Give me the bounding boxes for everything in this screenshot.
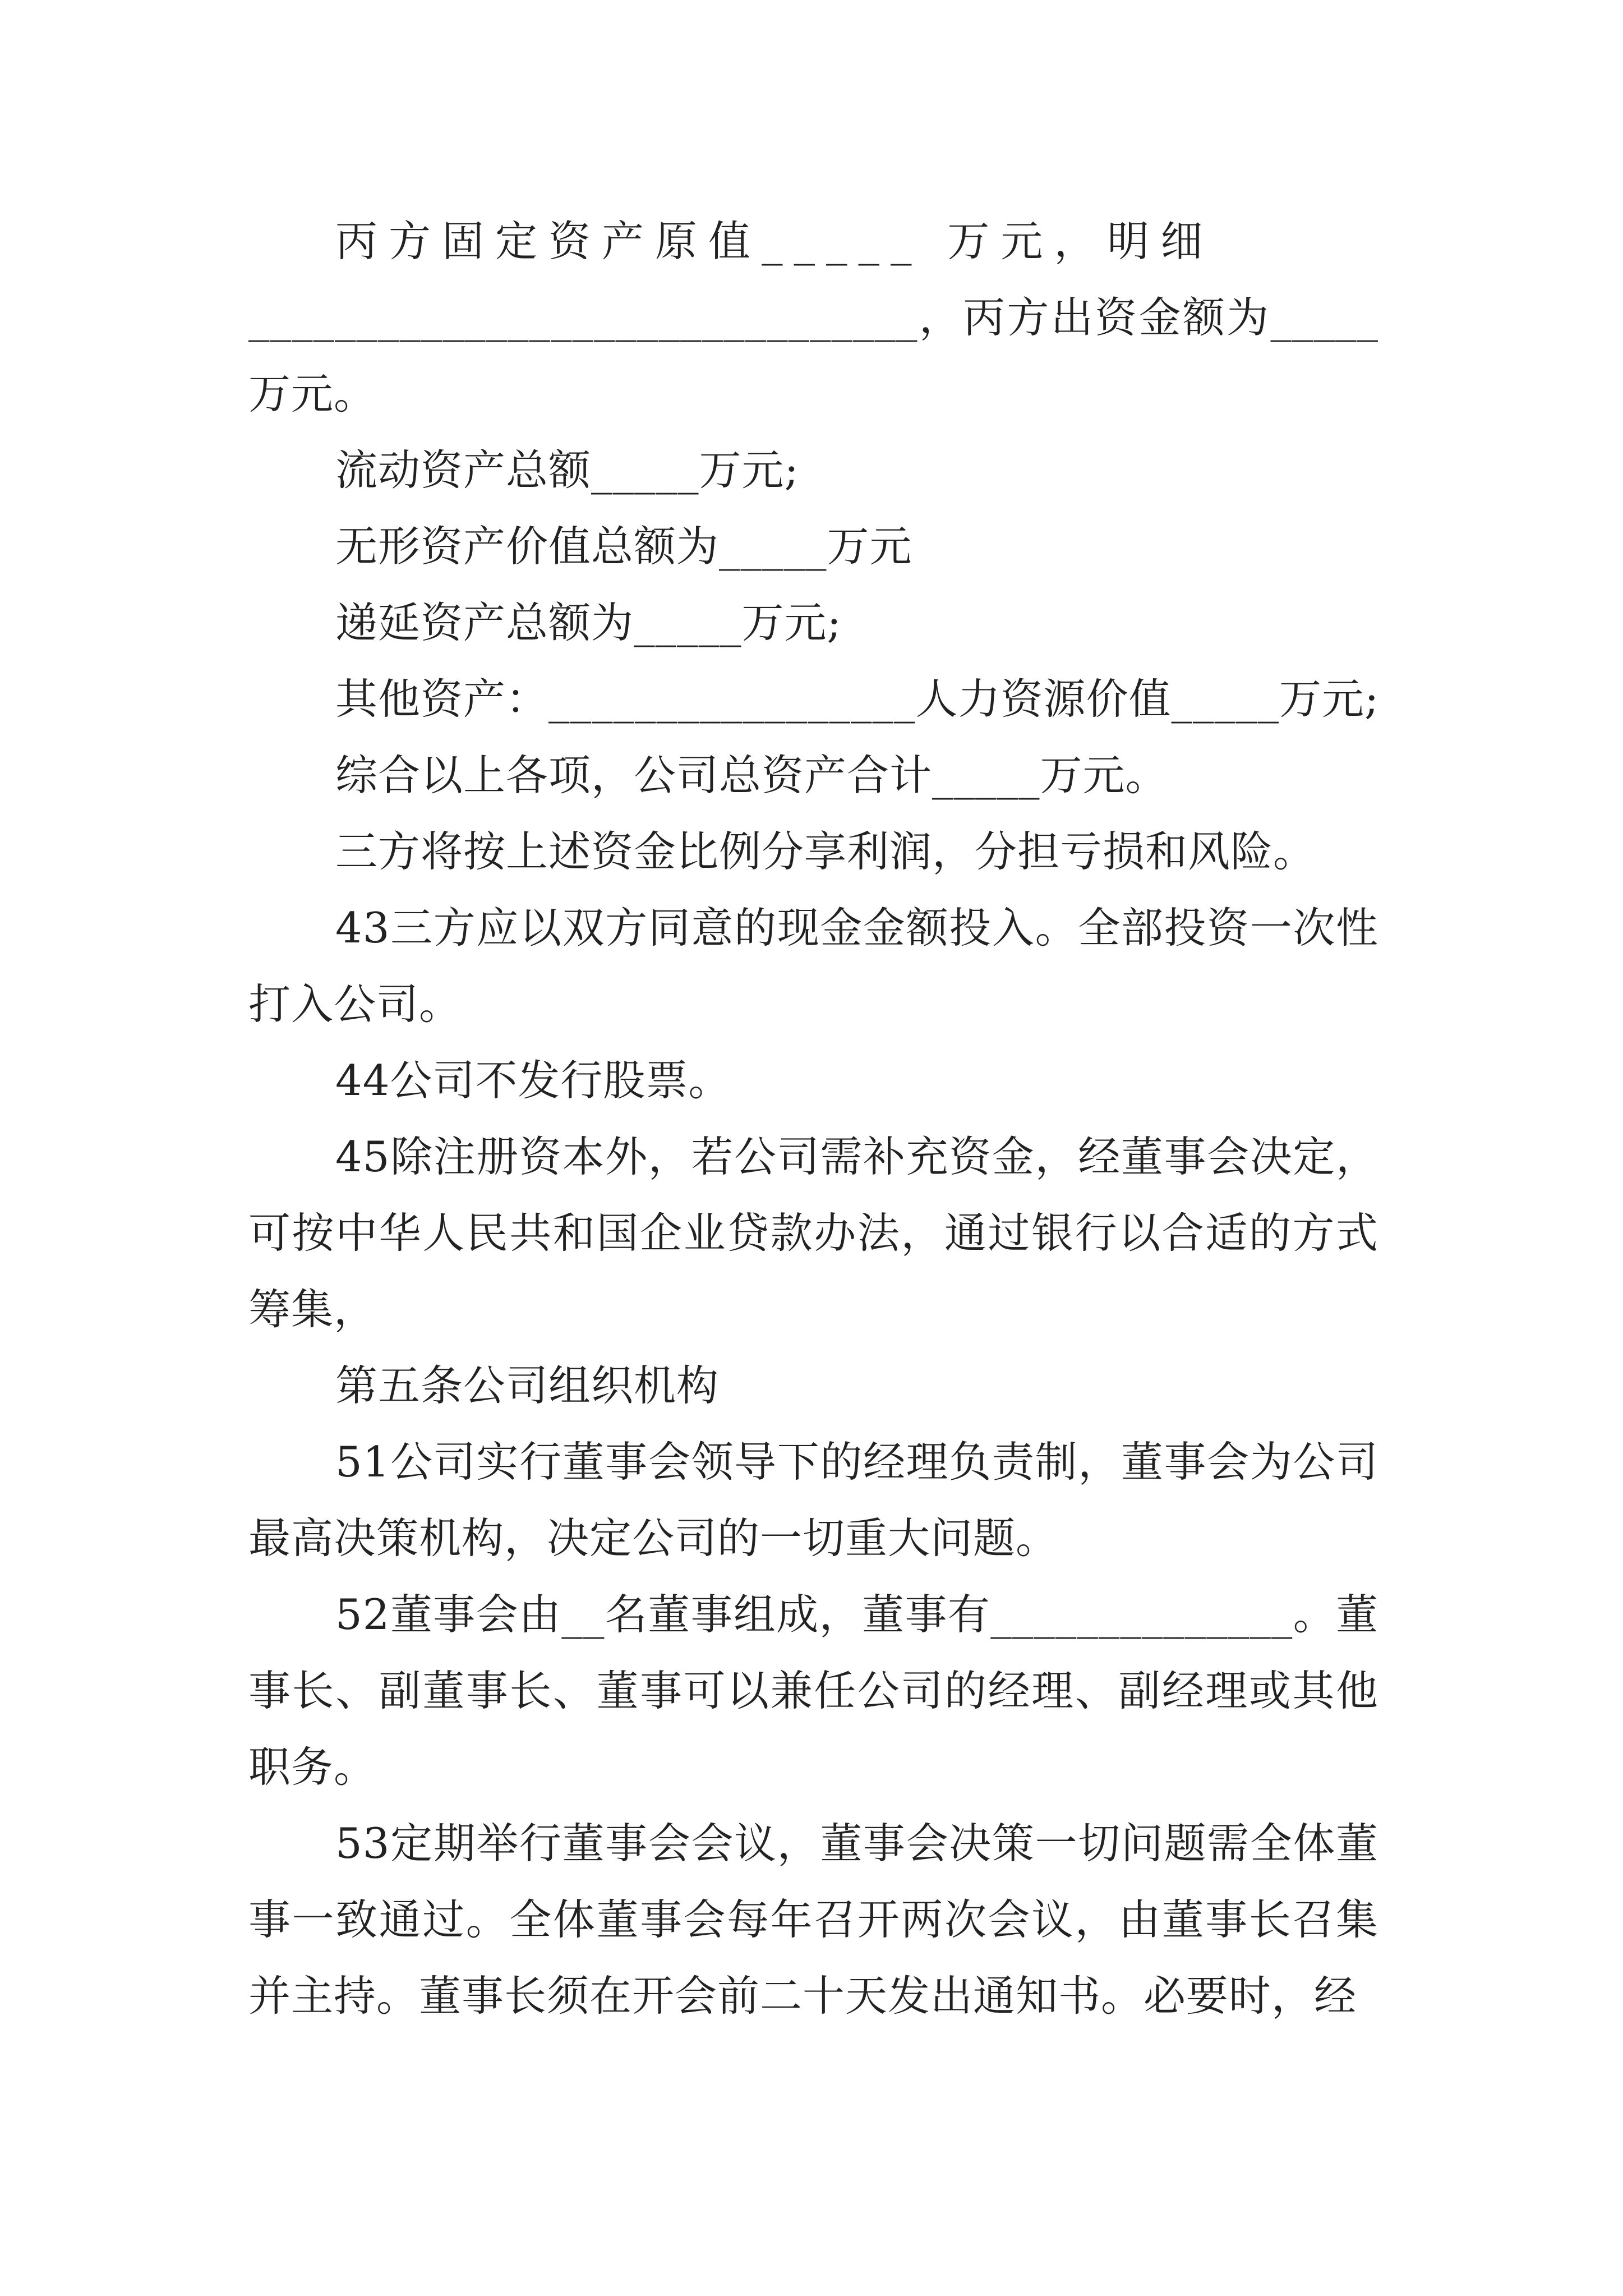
- paragraph-fixed-assets-detail: _______________________________，丙方出资金额为_____万元。: [248, 293, 1378, 418]
- paragraph-intangible-assets: 无形资产价值总额为_____万元: [335, 522, 912, 571]
- paragraph-article-53: 53定期举行董事会会议，董事会决策一切问题需全体董事一致通过。全体董事会每年召开两次会议，由董事长召集并主持。董事长须在开会前二十天发出通知书。必要时，经: [248, 1819, 1378, 2021]
- document-body: [248, 203, 1378, 2034]
- paragraph-article-43: 43三方应以双方同意的现金金额投入。全部投资一次性打入公司。: [248, 903, 1378, 1029]
- paragraph-total-assets: 综合以上各项，公司总资产合计_____万元。: [335, 751, 1168, 800]
- section-heading-article-5: 第五条公司组织机构: [335, 1361, 720, 1410]
- paragraph-deferred-assets: 递延资产总额为_____万元;: [335, 598, 842, 647]
- paragraph-article-45: 45除注册资本外，若公司需补充资金，经董事会决定，可按中华人民共和国企业贷款办法，通过银行以合适的方式筹集，: [248, 1132, 1378, 1334]
- paragraph-current-assets: 流动资产总额_____万元;: [335, 445, 799, 495]
- paragraph-article-52: 52董事会由__名董事组成，董事有______________。董事长、副董事长、董事可以兼任公司的经理、副经理或其他职务。: [248, 1590, 1378, 1792]
- paragraph-other-assets: 其他资产：_________________人力资源价值_____万元;: [335, 674, 1380, 724]
- paragraph-profit-sharing: 三方将按上述资金比例分享利润，分担亏损和风险。: [335, 827, 1316, 876]
- paragraph-fixed-assets: 丙方固定资产原值_____ 万元，明细: [335, 217, 1214, 266]
- paragraph-article-51: 51公司实行董事会领导下的经理负责制，董事会为公司最高决策机构，决定公司的一切重大问题。: [248, 1437, 1378, 1563]
- paragraph-article-44: 44公司不发行股票。: [335, 1056, 731, 1105]
